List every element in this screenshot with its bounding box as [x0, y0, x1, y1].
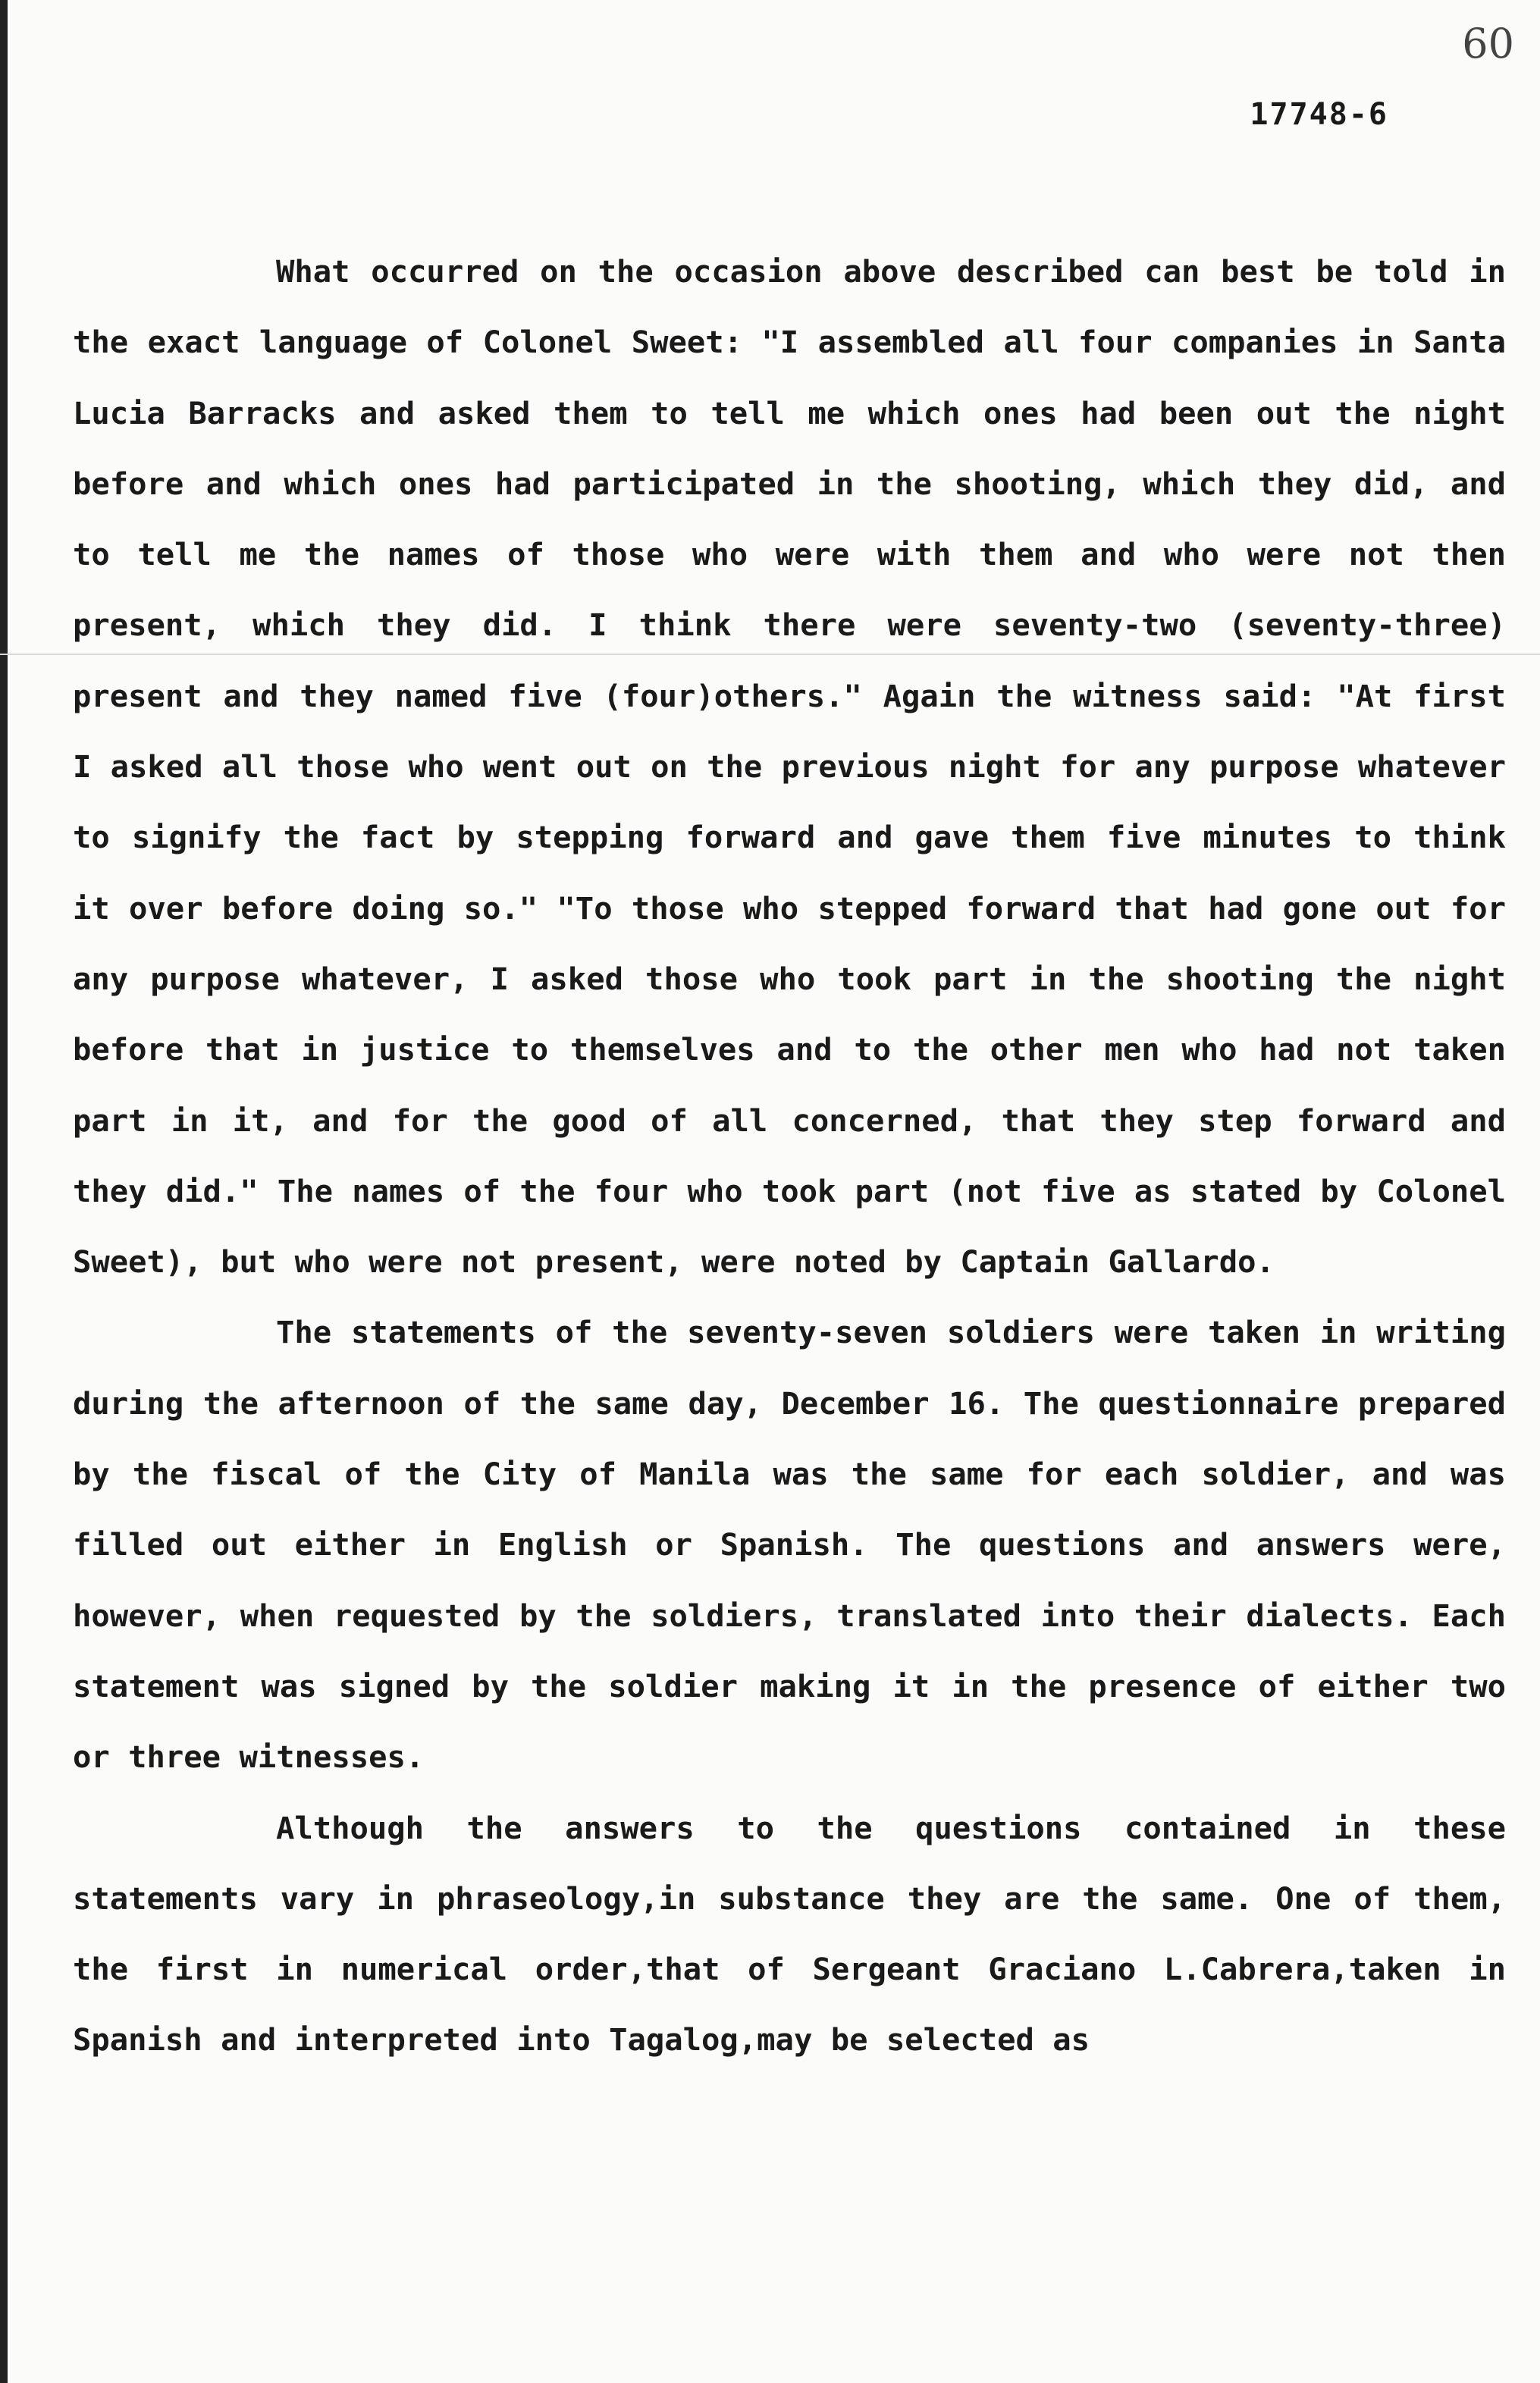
paragraph-answers-summary: Although the answers to the questions contained in these statements vary in phraseology,in substance they are the same. One of them, the first in numerical order,that of Sergeant Graciano L.Cabrera,taken in Spanish and interpreted into Tagalog,may be selected as [73, 1809, 1506, 2058]
paragraph-colonel-sweet-testimony: What occurred on the occasion above described can best be told in the exact language of Colonel Sweet: "I assembled all four companies in Santa Lucia Barracks and asked them to tell me which ones had been out the night before and which ones had participated in the shooting, which they did, and to tell me the names of those who were with them and who were not then present, which they did. I think there were seventy-two (seventy-three) present and they named five (four)others." Again the witness said: "At first I asked all those who went out on the previous night for any purpose whatever to signify the fact by stepping forward and gave them five minutes to think it over before doing so." "To those who stepped forward that had gone out for any purpose whatever, I asked those who took part in the shooting the night before that in justice to themselves and to the other men who had not taken part in it, and for the good of all concerned, that they step forward and they did." The names of the four who took part (not five as stated by Colonel Sweet), but who were not present, were noted by Captain Gallardo. [73, 253, 1506, 1281]
document-body [73, 237, 1506, 2076]
paragraph-soldier-statements: The statements of the seventy-seven soldiers were taken in writing during the afternoon of the same day, December 16. The questionnaire prepared by the fiscal of the City of Manila was the same for each soldier, and was filled out either in English or Spanish. The questions and answers were, however, when requested by the soldiers, translated into their dialects. Each statement was signed by the soldier making it in the presence of either two or three witnesses. [73, 1314, 1506, 1776]
corner-page-mark: 60 [1462, 20, 1514, 67]
document-page-number: 17748-6 [1250, 97, 1388, 132]
scan-edge [0, 0, 8, 2383]
